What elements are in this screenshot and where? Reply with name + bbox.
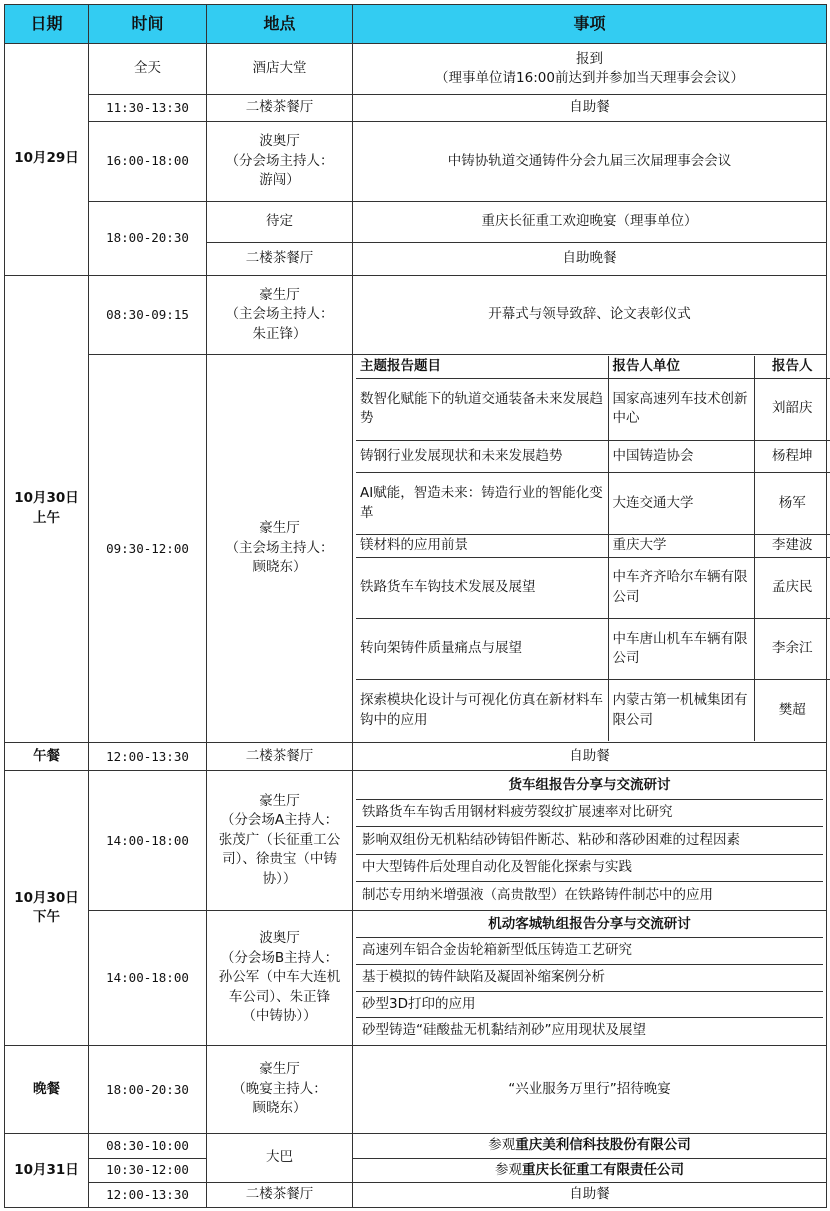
table-row xyxy=(5,95,827,122)
report-row xyxy=(356,534,830,557)
venue-line: 豪生厅 xyxy=(259,520,300,537)
header-time: 时间 xyxy=(89,5,207,44)
date-cell: 午餐 xyxy=(5,742,89,771)
item-cell xyxy=(353,44,827,95)
item-cell: 自助餐 xyxy=(353,95,827,122)
header-venue: 地点 xyxy=(207,5,353,44)
report-header-row xyxy=(356,356,830,378)
report-header-speaker: 报告人 xyxy=(754,356,830,378)
time-cell: 08:30-09:15 xyxy=(89,275,207,355)
item-prefix: 参观 xyxy=(495,1161,522,1178)
item-cell: 自助餐 xyxy=(353,742,827,771)
schedule-table xyxy=(4,4,827,1208)
item-line: （理事单位请16:00前达到并参加当天理事会会议） xyxy=(435,70,744,87)
report-topic: 转向架铸件质量痛点与展望 xyxy=(356,618,608,679)
date-cell: 晚餐 xyxy=(5,1046,89,1134)
session-title: 机动客城轨组报告分享与交流研讨 xyxy=(356,912,823,938)
session-b-list xyxy=(356,912,823,1044)
list-item xyxy=(356,882,823,909)
time-cell: 12:00-13:30 xyxy=(89,742,207,771)
venue-line: 波奥厅 xyxy=(259,930,300,947)
time-cell: 12:00-13:30 xyxy=(89,1183,207,1208)
report-speaker: 樊超 xyxy=(778,701,806,718)
item-cell: 重庆长征重工欢迎晚宴（理事单位） xyxy=(353,201,827,242)
list-item xyxy=(356,1018,823,1044)
report-topic: 铁路货车车钩技术发展及展望 xyxy=(356,557,608,618)
venue-line: 游闯） xyxy=(259,172,300,189)
session-item: 砂型铸造“硅酸盐无机黏结剂砂”应用现状及展望 xyxy=(362,1022,646,1039)
report-table xyxy=(356,356,830,740)
venue-cell xyxy=(207,1046,353,1134)
session-title-row xyxy=(356,772,823,799)
venue-cell: 二楼茶餐厅 xyxy=(207,1183,353,1208)
list-item xyxy=(356,991,823,1018)
venue-cell xyxy=(207,910,353,1045)
session-item: 基于模拟的铸件缺陷及凝固补缩案例分析 xyxy=(356,965,823,992)
venue-line: 车公司）、朱正锋 xyxy=(228,988,331,1005)
session-title-row xyxy=(356,912,823,938)
item-cell: 开幕式与领导致辞、论文表彰仪式 xyxy=(353,275,827,355)
report-row xyxy=(356,680,830,741)
list-item xyxy=(356,965,823,992)
report-org: 重庆大学 xyxy=(608,534,754,557)
venue-cell xyxy=(207,355,353,742)
header-item: 事项 xyxy=(353,5,827,44)
time-cell: 全天 xyxy=(89,44,207,95)
session-item: 制芯专用纳米增强液（高贵散型）在铁路铸件制芯中的应用 xyxy=(362,886,713,903)
item-cell: 自助晚餐 xyxy=(353,242,827,275)
venue-line: 孙公军（中车大连机 xyxy=(218,969,341,986)
venue-line: 豪生厅 xyxy=(259,286,300,303)
venue-line: 顾晓东） xyxy=(252,559,307,576)
venue-line: （中铸协）） xyxy=(242,1008,317,1025)
item-cell xyxy=(353,1134,827,1159)
session-cell xyxy=(353,910,827,1045)
date-cell xyxy=(5,771,89,1046)
venue-cell: 酒店大堂 xyxy=(207,44,353,95)
report-row xyxy=(356,557,830,618)
venue-cell xyxy=(207,771,353,910)
report-cell xyxy=(353,355,827,742)
item-prefix: 参观 xyxy=(488,1137,516,1154)
report-row xyxy=(356,440,830,473)
session-item: 铁路货车车钩舌用钢材料疲劳裂纹扩展速率对比研究 xyxy=(356,799,823,827)
table-row xyxy=(5,1158,827,1183)
report-header-topic: 主题报告题目 xyxy=(356,356,608,378)
list-item xyxy=(356,938,823,965)
header-date: 日期 xyxy=(5,5,89,44)
time-cell: 10:30-12:00 xyxy=(89,1158,207,1183)
date-cell xyxy=(5,275,89,742)
report-org: 中车唐山机车车辆有限公司 xyxy=(608,618,754,679)
time-cell: 18:00-20:30 xyxy=(89,1046,207,1134)
report-topic: 镁材料的应用前景 xyxy=(356,534,608,557)
list-item xyxy=(356,854,823,882)
item-cell: “兴业服务万里行”招待晚宴 xyxy=(353,1046,827,1134)
venue-line: （分会场B主持人： xyxy=(220,949,339,966)
table-row xyxy=(5,121,827,201)
table-row xyxy=(5,742,827,771)
venue-cell: 二楼茶餐厅 xyxy=(207,742,353,771)
report-speaker: 孟庆民 xyxy=(754,557,830,618)
date-line: 上午 xyxy=(33,509,60,526)
session-item: 砂型3D打印的应用 xyxy=(356,991,823,1018)
report-header-org: 报告人单位 xyxy=(608,356,754,378)
report-speaker: 李建波 xyxy=(754,534,830,557)
report-topic: 铸钢行业发展现状和未来发展趋势 xyxy=(356,440,608,473)
list-item xyxy=(356,799,823,827)
report-row xyxy=(356,379,830,440)
session-title: 货车组报告分享与交流研讨 xyxy=(356,772,823,799)
table-row xyxy=(5,1183,827,1208)
report-row xyxy=(356,473,830,534)
table-row xyxy=(5,275,827,355)
venue-line: 协）） xyxy=(262,870,297,887)
venue-line: 张茂广（长征重工公 xyxy=(218,831,341,848)
time-cell: 16:00-18:00 xyxy=(89,121,207,201)
item-cell xyxy=(353,1158,827,1183)
session-cell xyxy=(353,771,827,910)
venue-cell xyxy=(207,275,353,355)
venue-line: （主会场主持人： xyxy=(225,539,334,556)
report-speaker: 杨军 xyxy=(754,473,830,534)
time-cell: 14:00-18:00 xyxy=(89,910,207,1045)
report-org: 中国铸造协会 xyxy=(608,440,754,473)
venue-line: （晚宴主持人： xyxy=(232,1080,327,1097)
venue-line: （主会场主持人： xyxy=(225,306,334,323)
header-row xyxy=(5,5,827,44)
session-item: 影响双组份无机粘结砂铸铝件断芯、粘砂和落砂困难的过程因素 xyxy=(356,827,823,855)
venue-line: 司）、徐贵宝（中铸 xyxy=(222,851,337,868)
date-line: 下午 xyxy=(33,909,60,926)
table-row xyxy=(5,201,827,242)
venue-cell xyxy=(207,121,353,201)
item-cell: 自助餐 xyxy=(353,1183,827,1208)
venue-line: 豪生厅 xyxy=(259,1061,300,1078)
time-cell: 11:30-13:30 xyxy=(89,95,207,122)
venue-cell: 待定 xyxy=(207,201,353,242)
report-speaker: 李余江 xyxy=(754,618,830,679)
report-row xyxy=(356,618,830,679)
table-row xyxy=(5,44,827,95)
report-org: 国家高速列车技术创新中心 xyxy=(608,379,754,440)
session-a-list xyxy=(356,772,823,908)
item-company: 重庆美利信科技股份有限公司 xyxy=(515,1137,691,1154)
venue-cell: 大巴 xyxy=(207,1134,353,1183)
table-row xyxy=(5,355,827,742)
venue-cell: 二楼茶餐厅 xyxy=(207,242,353,275)
venue-line: 波奥厅 xyxy=(259,132,300,149)
venue-line: 豪生厅 xyxy=(259,792,300,809)
report-topic: AI赋能，智造未来：铸造行业的智能化变革 xyxy=(356,473,608,534)
venue-cell: 二楼茶餐厅 xyxy=(207,95,353,122)
date-cell: 10月29日 xyxy=(5,44,89,276)
report-org: 内蒙古第一机械集团有限公司 xyxy=(608,680,754,741)
time-cell: 14:00-18:00 xyxy=(89,771,207,910)
venue-line: 顾晓东） xyxy=(252,1100,307,1117)
list-item xyxy=(356,827,823,855)
item-cell: 中铸协轨道交通铸件分会九届三次届理事会会议 xyxy=(353,121,827,201)
table-row xyxy=(5,1134,827,1159)
report-topic: 探索模块化设计与可视化仿真在新材料车钩中的应用 xyxy=(356,680,608,741)
date-cell: 10月31日 xyxy=(5,1134,89,1208)
table-row xyxy=(5,1046,827,1134)
time-cell: 08:30-10:00 xyxy=(89,1134,207,1159)
item-line: 报到 xyxy=(576,50,603,67)
session-item: 中大型铸件后处理自动化及智能化探索与实践 xyxy=(356,854,823,882)
date-line: 10月30日 xyxy=(14,490,79,507)
venue-line: （分会场主持人： xyxy=(225,152,334,169)
time-cell: 09:30-12:00 xyxy=(89,355,207,742)
report-speaker: 杨程坤 xyxy=(754,440,830,473)
report-org: 中车齐齐哈尔车辆有限公司 xyxy=(608,557,754,618)
time-cell: 18:00-20:30 xyxy=(89,201,207,275)
table-row xyxy=(5,771,827,910)
venue-line: （分会场A主持人： xyxy=(220,812,339,829)
report-org: 大连交通大学 xyxy=(608,473,754,534)
session-item: 高速列车铝合金齿轮箱新型低压铸造工艺研究 xyxy=(356,938,823,965)
table-row xyxy=(5,910,827,1045)
item-company: 重庆长征重工有限责任公司 xyxy=(522,1161,684,1178)
report-speaker: 刘韶庆 xyxy=(754,379,830,440)
venue-line: 朱正锋） xyxy=(252,325,307,342)
date-line: 10月30日 xyxy=(14,889,79,906)
report-topic: 数智化赋能下的轨道交通装备未来发展趋势 xyxy=(356,379,608,440)
